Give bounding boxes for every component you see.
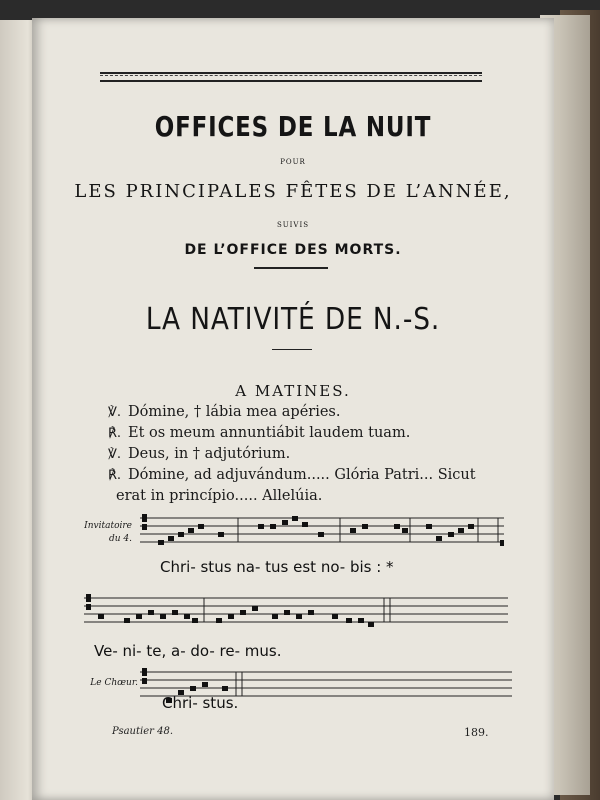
ornamental-top-rule xyxy=(100,72,482,82)
verse-line: ℟. Dómine, ad adjuvándum..... Glória Patri... Sicut xyxy=(108,467,476,483)
chant-lyrics-3: Chri- stus. xyxy=(162,694,239,712)
verse-line: ℣. Deus, in † adjutórium. xyxy=(108,446,291,462)
page-number: 189. xyxy=(464,726,489,739)
invitatoire-label: Invitatoire xyxy=(84,521,132,531)
feast-title: LA NATIVITÉ DE N.-S. xyxy=(145,302,441,337)
pour-label: POUR xyxy=(280,158,306,166)
chant-lyrics-2: Ve- ni- te, a- do- re- mus. xyxy=(94,642,282,660)
chant-staff-1 xyxy=(140,512,504,558)
verse-continuation: erat in princípio..... Allelúia. xyxy=(116,488,323,504)
book-page xyxy=(32,18,554,800)
separator-rule-small xyxy=(272,349,312,350)
verse-line: ℣. Dómine, † lábia mea apéries. xyxy=(108,404,341,420)
chant-lyrics-1: Chri- stus na- tus est no- bis : * xyxy=(160,558,394,576)
choeur-label: Le Chœur. xyxy=(90,678,138,688)
suivis-label: SUIVIS xyxy=(276,221,310,229)
main-title: OFFICES DE LA NUIT xyxy=(154,110,432,143)
mode-label: du 4. xyxy=(108,534,132,544)
verse-line: ℟. Et os meum annuntiábit laudem tuam. xyxy=(108,425,411,441)
signature-mark: Psautier 48. xyxy=(112,726,173,737)
separator-rule xyxy=(254,267,328,269)
office-title: DE L’OFFICE DES MORTS. xyxy=(184,242,402,258)
section-title: A MATINES. xyxy=(235,382,351,400)
chant-staff-2 xyxy=(84,592,508,638)
subtitle: LES PRINCIPALES FÊTES DE L’ANNÉE, xyxy=(74,181,512,202)
